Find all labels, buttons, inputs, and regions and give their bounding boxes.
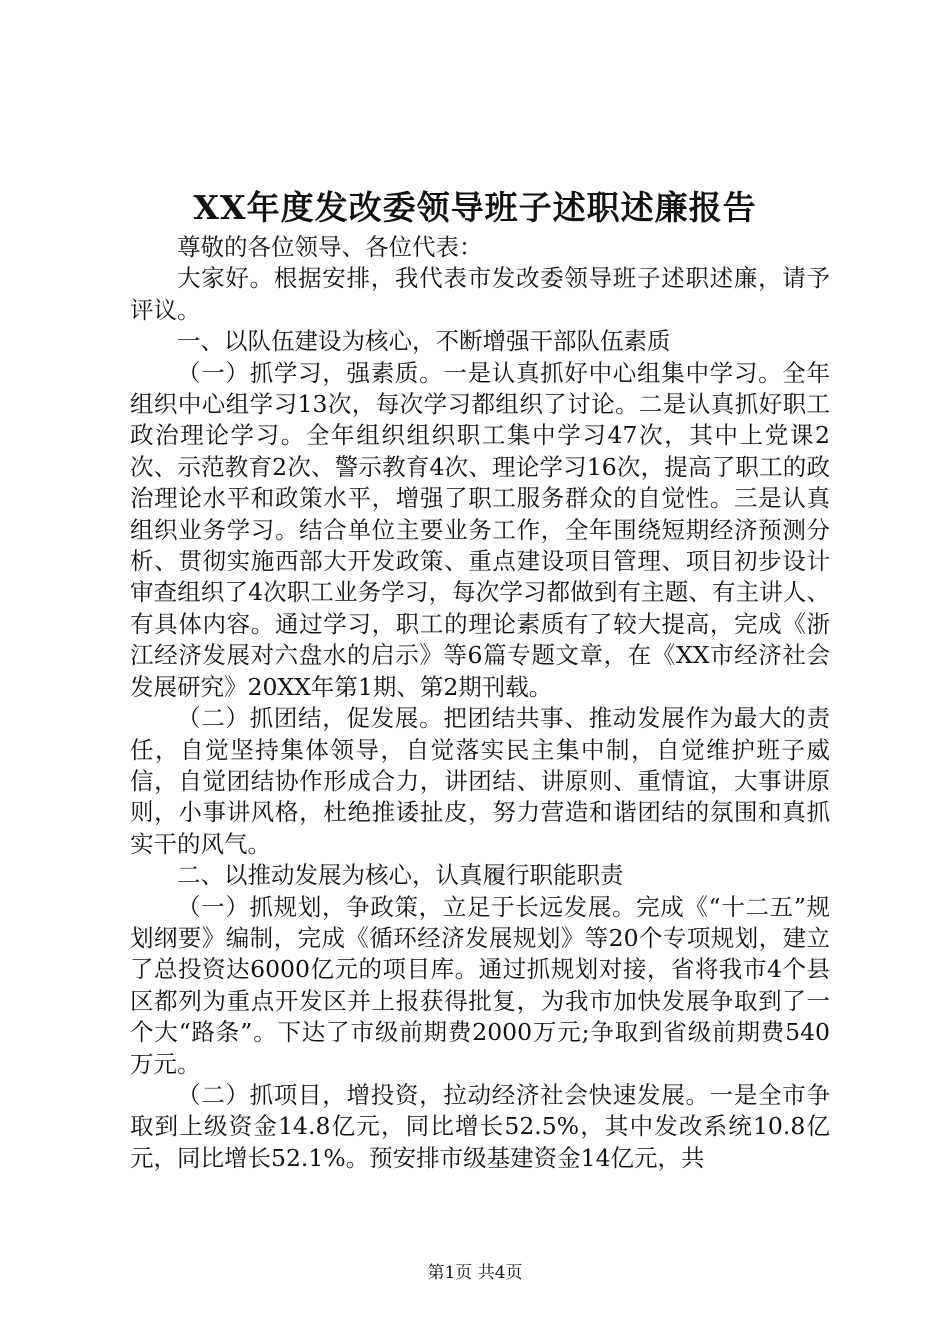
section-heading-1: 一、以队伍建设为核心，不断增强干部队伍素质 bbox=[177, 327, 671, 356]
salutation-paragraph: 尊敬的各位领导、各位代表： bbox=[177, 233, 483, 261]
body-paragraph: （一）抓规划，争政策，立足于长远发展。完成《“十二五”规划纲要》编制，完成《循环经济发展规划》等20个专项规划，建立了总投资达6000亿元的项目库。通过抓规划对接，省将我市4个县区都列为重点开发区并上报获得批复，为我市加快发展争取到了一个大“路条”。下达了市级前期费2000万元;争取到省级前期费540万元。 bbox=[130, 892, 830, 1078]
body-paragraph: （二）抓团结，促发展。把团结共事、推动发展作为最大的责任，自觉坚持集体领导，自觉落实民主集中制，自觉维护班子威信，自觉团结协作形成合力，讲团结、讲原则、重情谊，大事讲原则，小事讲风格，杜绝推诿扯皮，努力营造和谐团结的氛围和真抓实干的风气。 bbox=[130, 704, 830, 858]
page-number-footer: 第1页 共4页 bbox=[427, 1263, 523, 1283]
section-heading-2: 二、以推动发展为核心，认真履行职能职责 bbox=[177, 861, 624, 890]
document-title: XX年度发改委领导班子述职述廉报告 bbox=[193, 188, 757, 227]
opening-paragraph: 大家好。根据安排，我代表市发改委领导班子述职述廉，请予评议。 bbox=[130, 264, 830, 324]
document-body bbox=[130, 232, 830, 1174]
body-paragraph: （二）抓项目，增投资，拉动经济社会快速发展。一是全市争取到上级资金14.8亿元，同比增长52.5%，其中发改系统10.8亿元，同比增长52.1%。预安排市级基建资金14亿元，共 bbox=[130, 1080, 830, 1172]
body-paragraph: （一）抓学习，强素质。一是认真抓好中心组集中学习。全年组织中心组学习13次，每次学习都组织了讨论。二是认真抓好职工政治理论学习。全年组织组织职工集中学习47次，其中上党课2次、示范教育2次、警示教育4次、理论学习16次，提高了职工的政治理论水平和政策水平，增强了职工服务群众的自觉性。三是认真组织业务学习。结合单位主要业务工作，全年围绕短期经济预测分析、贯彻实施西部大开发政策、重点建设项目管理、项目初步设计审查组织了4次职工业务学习，每次学习都做到有主题、有主讲人、有具体内容。通过学习，职工的理论素质有了较大提高，完成《浙江经济发展对六盘水的启示》等6篇专题文章，在《XX市经济社会发展研究》20XX年第1期、第2期刊载。 bbox=[130, 358, 830, 701]
